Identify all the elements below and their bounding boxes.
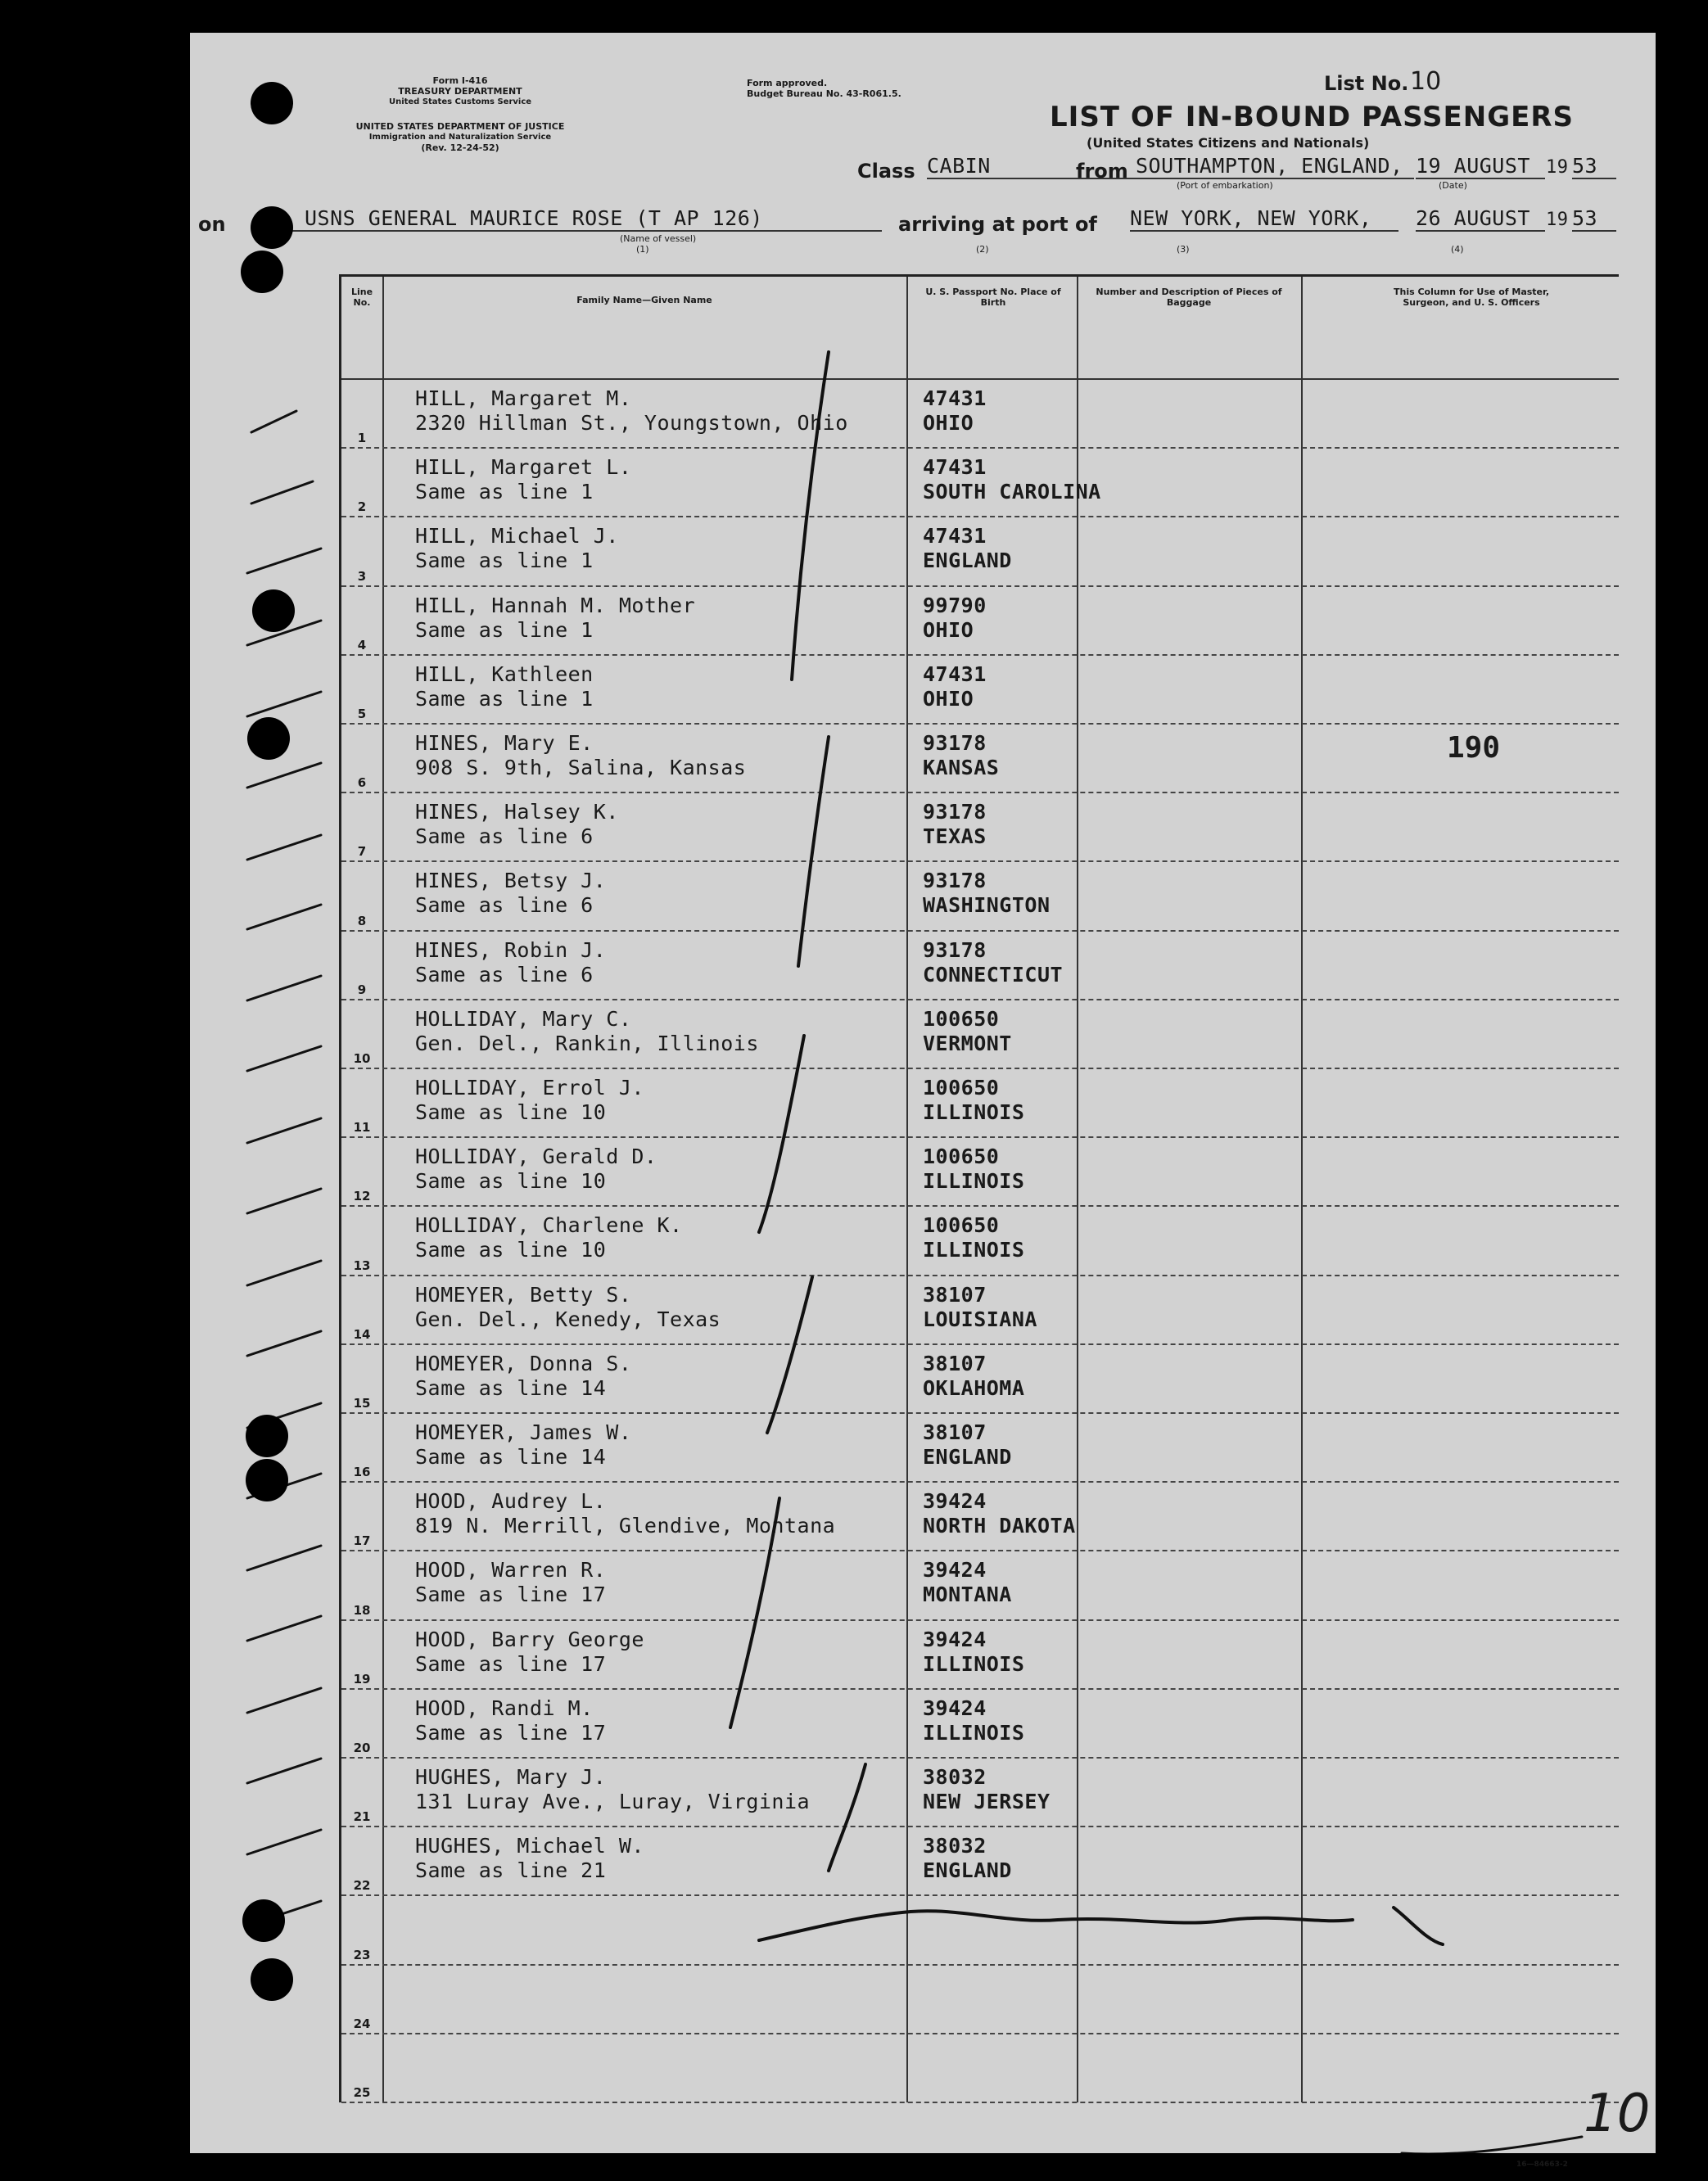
passport-cell bbox=[923, 1420, 1012, 1470]
table-row bbox=[341, 1621, 1619, 1690]
passenger-name-cell bbox=[415, 1558, 606, 1607]
passenger-name: HUGHES, Michael W. bbox=[415, 1834, 644, 1858]
passport-cell bbox=[923, 1145, 1024, 1194]
passenger-address: Same as line 1 bbox=[415, 480, 594, 504]
vessel-caption: (Name of vessel) bbox=[620, 233, 697, 244]
customs-service: United States Customs Service bbox=[388, 97, 532, 106]
passport-cell bbox=[923, 731, 999, 780]
passport-number: 47431 bbox=[923, 662, 987, 686]
passenger-name-cell bbox=[415, 524, 619, 573]
passenger-name: HILL, Margaret M. bbox=[415, 386, 632, 410]
passport-number: 100650 bbox=[923, 1076, 1000, 1100]
passenger-name-cell bbox=[415, 1834, 644, 1883]
embarkation-caption: (Port of embarkation) bbox=[1177, 180, 1273, 191]
place-of-birth: OHIO bbox=[923, 617, 974, 642]
passenger-name: HOMEYER, Betty S. bbox=[415, 1282, 632, 1307]
passport-number: 38107 bbox=[923, 1282, 987, 1307]
place-of-birth: ILLINOIS bbox=[923, 1100, 1025, 1124]
place-of-birth: ENGLAND bbox=[923, 549, 1012, 573]
on-label: on bbox=[198, 213, 226, 236]
passenger-address: Same as line 10 bbox=[415, 1100, 607, 1124]
table-row bbox=[341, 1483, 1619, 1551]
passenger-address: Same as line 6 bbox=[415, 893, 594, 918]
place-of-birth: ENGLAND bbox=[923, 1858, 1012, 1883]
place-of-birth: TEXAS bbox=[923, 824, 987, 849]
arrival-year: 53 bbox=[1572, 206, 1616, 232]
passenger-address: 2320 Hillman St., Youngstown, Ohio bbox=[415, 411, 848, 435]
place-of-birth: LOUISIANA bbox=[923, 1307, 1037, 1331]
passenger-address: Same as line 21 bbox=[415, 1858, 607, 1883]
place-of-birth: NEW JERSEY bbox=[923, 1790, 1051, 1813]
passenger-name: HINES, Halsey K. bbox=[415, 800, 619, 824]
tick-mark bbox=[247, 1261, 321, 1285]
tick-mark bbox=[247, 1830, 321, 1854]
table-row bbox=[341, 862, 1619, 931]
place-of-birth: MONTANA bbox=[923, 1583, 1012, 1607]
table-row bbox=[341, 1551, 1619, 1620]
passport-number: 93178 bbox=[923, 800, 987, 824]
passport-number: 39424 bbox=[923, 1627, 987, 1651]
passport-cell bbox=[923, 869, 1051, 918]
table-row bbox=[341, 1276, 1619, 1345]
col-header-name: Family Name—Given Name bbox=[576, 295, 712, 305]
passenger-name: HOOD, Warren R. bbox=[415, 1558, 607, 1583]
place-of-birth: CONNECTICUT bbox=[923, 962, 1064, 987]
table-row bbox=[341, 725, 1619, 793]
arriving-label: arriving at port of bbox=[898, 213, 1097, 236]
passenger-name: HINES, Betsy J. bbox=[415, 869, 607, 893]
punch-hole bbox=[246, 1459, 288, 1501]
passenger-name-cell bbox=[415, 662, 594, 711]
line-number: 4 bbox=[357, 637, 367, 652]
passport-cell bbox=[923, 524, 1012, 573]
col-header-passport: U. S. Passport No. Place of Birth bbox=[925, 287, 1061, 308]
tick-mark bbox=[247, 1546, 321, 1570]
tick-mark bbox=[251, 481, 313, 503]
passport-cell bbox=[923, 594, 987, 643]
passenger-name: HINES, Robin J. bbox=[415, 937, 607, 962]
table-row bbox=[341, 1896, 1619, 1965]
place-of-birth: ILLINOIS bbox=[923, 1238, 1025, 1262]
tick-mark bbox=[251, 411, 296, 432]
passenger-name-cell bbox=[415, 1076, 644, 1125]
passenger-name-cell bbox=[415, 1007, 759, 1056]
line-number: 9 bbox=[357, 982, 367, 997]
treasury-dept: TREASURY DEPARTMENT bbox=[398, 86, 522, 97]
tick-mark bbox=[247, 1331, 321, 1356]
place-of-birth: ILLINOIS bbox=[923, 1651, 1025, 1676]
list-no-label: List No. bbox=[1324, 72, 1409, 95]
line-number: 12 bbox=[353, 1189, 371, 1204]
arrival-port: NEW YORK, NEW YORK, bbox=[1130, 206, 1398, 232]
ins-service: Immigration and Naturalization Service bbox=[368, 133, 552, 142]
punch-hole bbox=[241, 251, 283, 293]
line-number: 21 bbox=[353, 1809, 371, 1825]
col-header-baggage: Number and Description of Pieces of Baggage bbox=[1096, 287, 1282, 308]
table-row bbox=[341, 1966, 1619, 2034]
tick-mark bbox=[247, 763, 321, 788]
passport-number: 47431 bbox=[923, 386, 987, 410]
tick-mark bbox=[247, 692, 321, 716]
punch-hole bbox=[251, 82, 293, 124]
page-title: LIST OF IN-BOUND PASSENGERS bbox=[1050, 101, 1574, 133]
line-number: 5 bbox=[357, 706, 367, 721]
passenger-name-cell bbox=[415, 800, 619, 849]
line-number: 23 bbox=[353, 1947, 371, 1962]
passenger-name-cell bbox=[415, 455, 631, 504]
passenger-name-cell bbox=[415, 1628, 644, 1677]
place-of-birth: VERMONT bbox=[923, 1031, 1012, 1055]
table-row bbox=[341, 587, 1619, 656]
handwritten-page-number: 10 bbox=[1584, 2084, 1651, 2144]
passenger-name: HUGHES, Mary J. bbox=[415, 1765, 607, 1789]
table-row bbox=[341, 932, 1619, 1000]
passport-cell bbox=[923, 1834, 1012, 1883]
passenger-table bbox=[339, 274, 1619, 2102]
passenger-name-cell bbox=[415, 1213, 683, 1262]
line-number: 13 bbox=[353, 1258, 371, 1273]
tick-mark bbox=[247, 835, 321, 860]
tick-mark bbox=[247, 905, 321, 929]
passenger-name-cell bbox=[415, 1283, 721, 1332]
punch-hole bbox=[252, 589, 295, 632]
line-number: 8 bbox=[357, 913, 367, 928]
budget-bureau: Budget Bureau No. 43-R061.5. bbox=[747, 88, 901, 99]
page-number-underline bbox=[1402, 2137, 1582, 2153]
passenger-name-cell bbox=[415, 1489, 835, 1538]
line-number: 16 bbox=[353, 1465, 371, 1480]
passenger-address: Gen. Del., Kenedy, Texas bbox=[415, 1307, 721, 1331]
passport-number: 38107 bbox=[923, 1420, 987, 1444]
passenger-name-cell bbox=[415, 869, 606, 918]
from-label: from bbox=[1076, 160, 1128, 183]
passenger-name: HOMEYER, James W. bbox=[415, 1420, 632, 1444]
line-number: 15 bbox=[353, 1395, 371, 1411]
passenger-address: Same as line 1 bbox=[415, 549, 594, 573]
col3-caption: (3) bbox=[1177, 244, 1190, 255]
place-of-birth: OKLAHOMA bbox=[923, 1375, 1025, 1400]
line-number: 24 bbox=[353, 2016, 371, 2031]
vessel-name: USNS GENERAL MAURICE ROSE (T AP 126) bbox=[260, 206, 882, 232]
passport-cell bbox=[923, 1628, 1024, 1677]
passenger-name: HOMEYER, Donna S. bbox=[415, 1351, 632, 1375]
date-caption: (Date) bbox=[1439, 180, 1467, 191]
tick-mark bbox=[247, 549, 321, 573]
passenger-name: HOOD, Randi M. bbox=[415, 1696, 594, 1720]
passport-number: 38032 bbox=[923, 1765, 987, 1789]
passport-cell bbox=[923, 1007, 1012, 1056]
passport-number: 39424 bbox=[923, 1696, 987, 1720]
passport-number: 47431 bbox=[923, 455, 987, 480]
embarkation-port: SOUTHAMPTON, ENGLAND, bbox=[1136, 154, 1414, 179]
tick-mark bbox=[247, 1118, 321, 1143]
passport-number: 93178 bbox=[923, 731, 987, 755]
tick-mark bbox=[247, 1688, 321, 1713]
passenger-address: Same as line 17 bbox=[415, 1720, 607, 1745]
table-row bbox=[341, 656, 1619, 725]
passport-number: 99790 bbox=[923, 593, 987, 617]
table-row bbox=[341, 1690, 1619, 1759]
table-row bbox=[341, 1000, 1619, 1069]
line-number: 18 bbox=[353, 1602, 371, 1618]
passenger-address: 819 N. Merrill, Glendive, Montana bbox=[415, 1514, 836, 1538]
passport-number: 100650 bbox=[923, 1145, 1000, 1169]
passport-number: 47431 bbox=[923, 524, 987, 549]
footer-code: 16—84663-2 bbox=[1516, 2161, 1568, 2169]
table-row bbox=[341, 380, 1619, 449]
passenger-name-cell bbox=[415, 1696, 606, 1745]
officer-note: 190 bbox=[1447, 731, 1501, 765]
passenger-name: HOOD, Barry George bbox=[415, 1627, 644, 1651]
table-row bbox=[341, 1138, 1619, 1207]
tick-mark bbox=[247, 1759, 321, 1783]
passenger-name-cell bbox=[415, 1352, 631, 1401]
passport-number: 38032 bbox=[923, 1834, 987, 1858]
passport-number: 93178 bbox=[923, 937, 987, 962]
line-number: 7 bbox=[357, 844, 367, 860]
table-row bbox=[341, 1069, 1619, 1138]
col1-caption: (1) bbox=[636, 244, 649, 255]
passenger-name-cell bbox=[415, 386, 848, 436]
passport-cell bbox=[923, 1076, 1024, 1125]
table-row bbox=[341, 793, 1619, 862]
passenger-name-cell bbox=[415, 1765, 810, 1814]
embarkation-year-prefix: 19 bbox=[1546, 157, 1569, 178]
place-of-birth: ILLINOIS bbox=[923, 1720, 1025, 1745]
passenger-name: HINES, Mary E. bbox=[415, 731, 594, 755]
passenger-address: Same as line 10 bbox=[415, 1238, 607, 1262]
passenger-name-cell bbox=[415, 1420, 631, 1470]
table-row bbox=[341, 2034, 1619, 2103]
line-number: 25 bbox=[353, 2084, 371, 2100]
passport-cell bbox=[923, 1558, 1012, 1607]
passenger-address: Same as line 17 bbox=[415, 1583, 607, 1607]
line-number: 19 bbox=[353, 1671, 371, 1687]
tick-mark bbox=[247, 1189, 321, 1213]
passenger-address: Same as line 1 bbox=[415, 686, 594, 711]
punch-hole bbox=[242, 1899, 285, 1942]
form-page bbox=[190, 33, 1656, 2169]
place-of-birth: KANSAS bbox=[923, 756, 1000, 779]
punch-hole bbox=[251, 206, 293, 249]
passenger-address: 131 Luray Ave., Luray, Virginia bbox=[415, 1790, 811, 1813]
passport-cell bbox=[923, 800, 987, 849]
place-of-birth: ENGLAND bbox=[923, 1445, 1012, 1469]
line-number: 3 bbox=[357, 568, 367, 584]
tick-mark bbox=[247, 1616, 321, 1641]
passenger-address: Gen. Del., Rankin, Illinois bbox=[415, 1031, 759, 1055]
justice-dept: UNITED STATES DEPARTMENT OF JUSTICE bbox=[355, 121, 565, 132]
table-row bbox=[341, 1345, 1619, 1414]
passenger-address: Same as line 14 bbox=[415, 1375, 607, 1400]
passenger-name-cell bbox=[415, 938, 606, 987]
passport-number: 39424 bbox=[923, 1489, 987, 1514]
place-of-birth: SOUTH CAROLINA bbox=[923, 480, 1101, 504]
passenger-name: HOOD, Audrey L. bbox=[415, 1489, 607, 1514]
passenger-name: HILL, Hannah M. Mother bbox=[415, 593, 696, 617]
punch-hole bbox=[247, 717, 290, 760]
line-number: 6 bbox=[357, 775, 367, 791]
passenger-name-cell bbox=[415, 1145, 657, 1194]
class-label: Class bbox=[857, 160, 915, 183]
page-subtitle: (United States Citizens and Nationals) bbox=[1087, 135, 1370, 151]
table-row bbox=[341, 1207, 1619, 1276]
tick-mark bbox=[247, 1046, 321, 1071]
line-number: 20 bbox=[353, 1740, 371, 1755]
place-of-birth: OHIO bbox=[923, 686, 974, 711]
passenger-address: Same as line 6 bbox=[415, 824, 594, 849]
place-of-birth: WASHINGTON bbox=[923, 893, 1051, 918]
passport-cell bbox=[923, 1489, 1076, 1538]
passenger-name-cell bbox=[415, 594, 695, 643]
passenger-name: HOLLIDAY, Mary C. bbox=[415, 1006, 632, 1031]
line-number: 2 bbox=[357, 499, 367, 515]
passenger-name: HILL, Michael J. bbox=[415, 524, 619, 549]
form-approved: Form approved. bbox=[747, 78, 828, 88]
passenger-address: Same as line 14 bbox=[415, 1445, 607, 1469]
passport-number: 38107 bbox=[923, 1351, 987, 1375]
place-of-birth: ILLINOIS bbox=[923, 1169, 1025, 1194]
table-row bbox=[341, 1759, 1619, 1827]
form-number: Form I-416 bbox=[432, 75, 488, 86]
arrival-year-prefix: 19 bbox=[1546, 210, 1569, 230]
line-number: 1 bbox=[357, 431, 367, 446]
col-header-officers: This Column for Use of Master, Surgeon, and U. S. Officers bbox=[1394, 287, 1549, 308]
embarkation-date: 19 AUGUST bbox=[1416, 154, 1545, 179]
line-number: 10 bbox=[353, 1050, 371, 1066]
passport-number: 100650 bbox=[923, 1006, 1000, 1031]
list-no-value: 10 bbox=[1410, 67, 1442, 96]
passport-cell bbox=[923, 662, 987, 711]
passenger-address: 908 S. 9th, Salina, Kansas bbox=[415, 756, 747, 779]
passenger-name: HILL, Kathleen bbox=[415, 662, 594, 686]
class-value: CABIN bbox=[927, 154, 1140, 179]
tick-mark bbox=[247, 976, 321, 1000]
passenger-name: HOLLIDAY, Errol J. bbox=[415, 1076, 644, 1100]
passenger-address: Same as line 10 bbox=[415, 1169, 607, 1194]
passenger-address: Same as line 17 bbox=[415, 1651, 607, 1676]
passenger-name: HILL, Margaret L. bbox=[415, 455, 632, 480]
line-number: 14 bbox=[353, 1326, 371, 1342]
punch-hole bbox=[246, 1415, 288, 1457]
table-row bbox=[341, 1414, 1619, 1483]
table-row bbox=[341, 449, 1619, 517]
passport-number: 100650 bbox=[923, 1213, 1000, 1238]
passport-number: 93178 bbox=[923, 869, 987, 893]
col-header-line: Line No. bbox=[350, 287, 373, 308]
line-number: 17 bbox=[353, 1533, 371, 1549]
embarkation-year: 53 bbox=[1572, 154, 1616, 179]
punch-hole bbox=[251, 1958, 293, 2001]
passenger-name: HOLLIDAY, Gerald D. bbox=[415, 1145, 657, 1169]
passenger-name: HOLLIDAY, Charlene K. bbox=[415, 1213, 683, 1238]
place-of-birth: NORTH DAKOTA bbox=[923, 1514, 1076, 1538]
passport-cell bbox=[923, 1352, 1024, 1401]
table-row bbox=[341, 1827, 1619, 1896]
table-row bbox=[341, 517, 1619, 586]
passport-cell bbox=[923, 1213, 1024, 1262]
line-number: 22 bbox=[353, 1878, 371, 1894]
passport-cell bbox=[923, 938, 1063, 987]
passport-cell bbox=[923, 1765, 1051, 1814]
revision: (Rev. 12-24-52) bbox=[421, 142, 499, 153]
passport-cell bbox=[923, 386, 987, 436]
passenger-address: Same as line 1 bbox=[415, 617, 594, 642]
passport-cell bbox=[923, 1283, 1037, 1332]
line-number: 11 bbox=[353, 1120, 371, 1136]
passport-number: 39424 bbox=[923, 1558, 987, 1583]
col2-caption: (2) bbox=[976, 244, 989, 255]
col4-caption: (4) bbox=[1451, 244, 1464, 255]
passenger-name-cell bbox=[415, 731, 746, 780]
place-of-birth: OHIO bbox=[923, 411, 974, 435]
passport-cell bbox=[923, 455, 1101, 504]
arrival-date: 26 AUGUST bbox=[1416, 206, 1545, 232]
passenger-address: Same as line 6 bbox=[415, 962, 594, 987]
passport-cell bbox=[923, 1696, 1024, 1745]
